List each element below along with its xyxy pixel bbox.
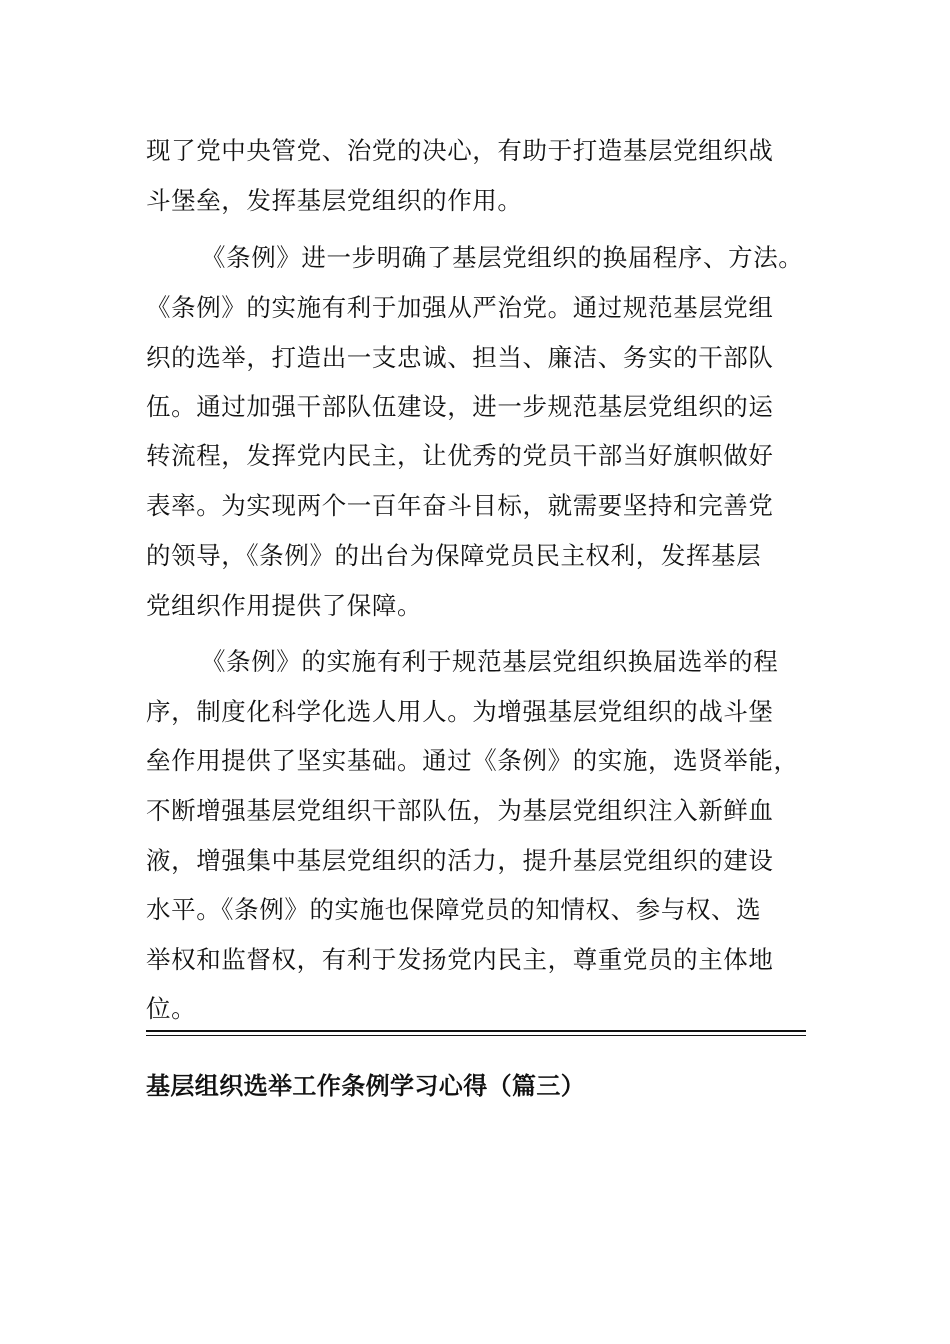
paragraph-3-line-8: 位。 [146,994,197,1023]
paragraph-1-line-2: 斗堡垒，发挥基层党组织的作用。 [146,186,523,215]
paragraph-2-line-7: 的领导，《条例》的出台为保障党员民主权利，发挥基层 [146,541,762,570]
paragraph-3-line-5: 液，增强集中基层党组织的活力，提升基层党组织的建设 [146,846,774,875]
paragraph-2-line-3: 织的选举，打造出一支忠诚、担当、廉洁、务实的干部队 [146,343,774,372]
paragraph-2-line-4: 伍。通过加强干部队伍建设，进一步规范基层党组织的运 [146,392,774,421]
paragraph-2-line-6: 表率。为实现两个一百年奋斗目标，就需要坚持和完善党 [146,491,774,520]
section-heading: 基层组织选举工作条例学习心得（篇三） [146,1072,586,1100]
paragraph-2-line-2: 《条例》的实施有利于加强从严治党。通过规范基层党组 [146,293,774,322]
paragraph-2-line-8: 党组织作用提供了保障。 [146,591,423,620]
paragraph-3-line-3: 垒作用提供了坚实基础。通过《条例》的实施，选贤举能， [146,746,799,775]
section-divider-thin [146,1035,806,1036]
paragraph-3-line-4: 不断增强基层党组织干部队伍，为基层党组织注入新鲜血 [146,796,774,825]
paragraph-2-line-1: 《条例》进一步明确了基层党组织的换届程序、方法。 [201,243,804,272]
paragraph-2-line-5: 转流程，发挥党内民主，让优秀的党员干部当好旗帜做好 [146,441,774,470]
paragraph-3-line-1: 《条例》的实施有利于规范基层党组织换届选举的程 [201,647,779,676]
paragraph-1-line-1: 现了党中央管党、治党的决心，有助于打造基层党组织战 [146,136,774,165]
paragraph-3-line-7: 举权和监督权，有利于发扬党内民主，尊重党员的主体地 [146,945,774,974]
paragraph-3-line-2: 序，制度化科学化选人用人。为增强基层党组织的战斗堡 [146,697,774,726]
paragraph-3-line-6: 水平。《条例》的实施也保障党员的知情权、参与权、选 [146,895,762,924]
section-divider-thick [146,1030,806,1032]
